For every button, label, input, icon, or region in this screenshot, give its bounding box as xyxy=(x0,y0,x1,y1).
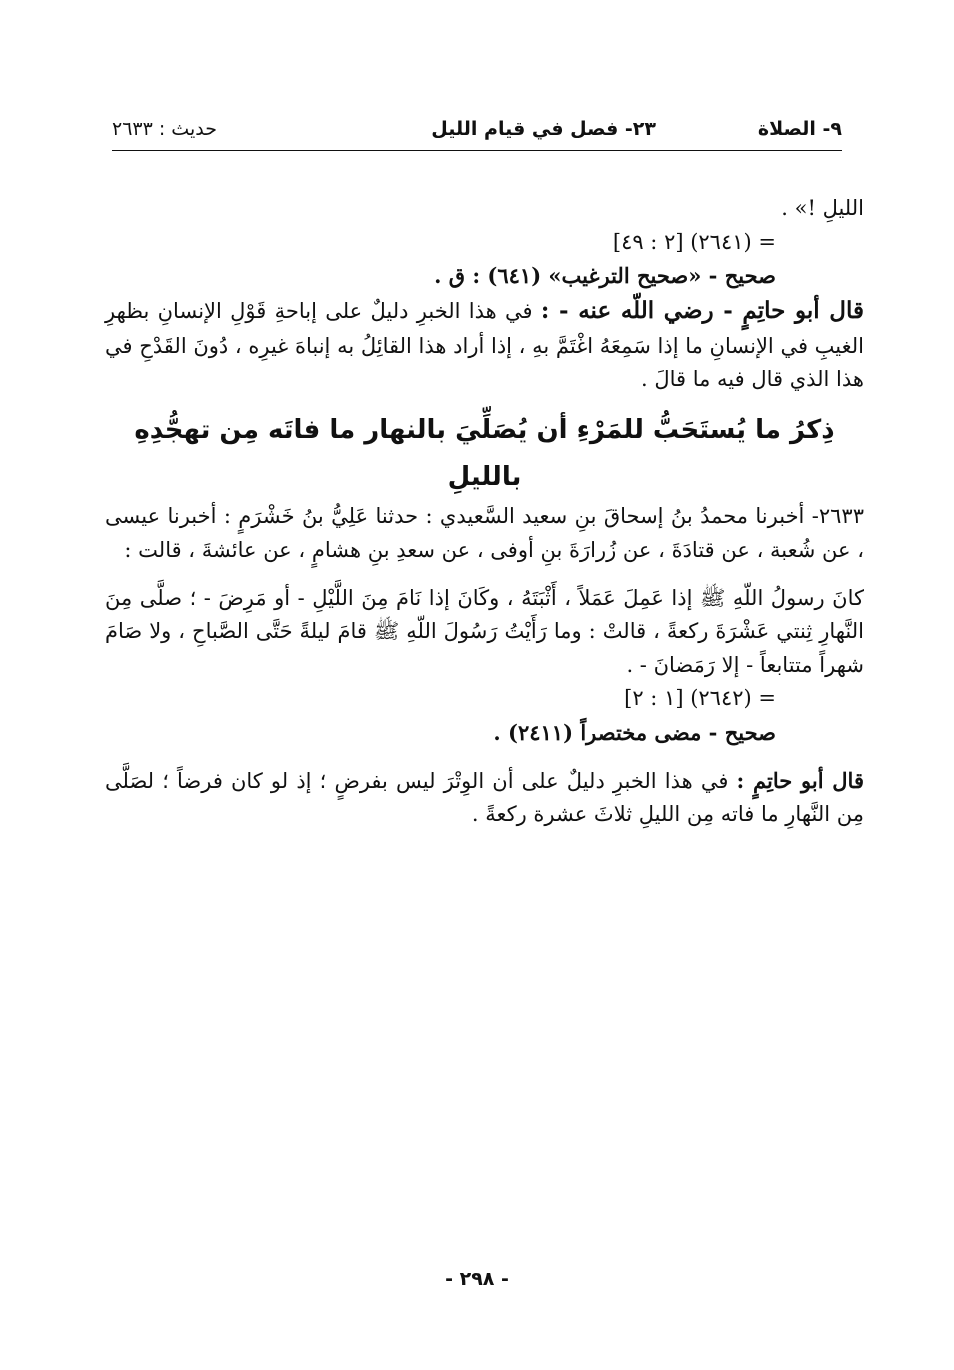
cross-reference: = (٢٦٤١) [٢ : ٤٩] xyxy=(612,229,776,254)
section-title: ذِكرُ ما يُستَحَبُّ للمَرْءِ أن يُصَلِّيَ بالنهار ما فاتَه مِن تهجُّدِهِ بالليلِ xyxy=(134,414,835,492)
commentary-paragraph xyxy=(105,293,864,397)
running-header xyxy=(112,112,842,148)
isnad-paragraph: ٢٦٣٣- أخبرنا محمدُ بنُ إسحاقَ بنِ سعيد السَّعيدي : حدثنا عَلِيُّ بنُ خَشْرَمٍ : أخبرنا عيسى ، عن شُعبة ، عن قتادَةَ ، عن زُرارَةَ بنِ أوفى ، عن سعدِ بنِ هشامٍ ، عن عائشةَ ، قالت : xyxy=(105,504,864,562)
commentary-speaker: قال أبو حاتِمٍ - رضي اللّه عنه - : xyxy=(540,296,864,324)
book-title: ٩- الصلاة xyxy=(757,118,842,140)
matn-paragraph: كانَ رسولُ اللّهِ ﷺ إذا عَمِلَ عَمَلاً ، أَثْبَتَهُ ، وكَانَ إذا نَامَ مِنَ اللَّيْلِ - أو مَرِضَ - ؛ صلَّى مِنَ النَّهارِ ثِنتي عَشْرَةَ ركعةً ، قالتْ : وما رَأَيْتُ رَسُولَ اللّهِ ﷺ قامَ ليلةً حَتَّى الصَّباحِ ، ولا صَامَ شهراً متتابعاً - إلا رَمَضانَ - . xyxy=(105,585,864,677)
commentary-paragraph xyxy=(105,764,864,832)
commentary-speaker: قال أبو حاتِمٍ : xyxy=(736,767,864,793)
continuation-text: الليلِ !» . xyxy=(781,196,864,220)
chapter-title: ٢٣- فصل في قيام الليل xyxy=(431,118,656,140)
cross-reference: = (٢٦٤٢) [١ : ٢] xyxy=(624,686,776,711)
hadith-number: حديث : ٢٦٣٣ xyxy=(112,118,217,140)
page-body xyxy=(105,192,864,832)
commentary-text: في هذا الخبرِ دليلٌ على أن الوِتْرَ ليس بفرضٍ ؛ إذ لو كان فرضاً ؛ لصَلَّى مِن النَّهارِ ما فاته مِن الليلِ ثلاثَ عشرة ركعةً . xyxy=(105,768,864,827)
page-number: - ٢٩٨ - xyxy=(445,1268,509,1290)
header-divider xyxy=(112,150,842,151)
hadith-grade: صحيح - مضى مختصراً (٢٤١١) . xyxy=(493,719,776,745)
commentary-text: في هذا الخبرِ دليلٌ على إباحةِ قَوْلِ الإنسانِ بظهرِ الغيبِ في الإنسانِ ما إذا سَمِعَهُ اغْتَمَّ بهِ ، إذا أراد هذا القائِلُ به إنباهَ غيرِه ، دُونَ القَدْحِ في هذا الذي قال فيه ما قالَ . xyxy=(105,298,864,392)
hadith-grade: صحيح - «صحيح الترغيب» (٦٤١) : ق . xyxy=(434,263,776,289)
